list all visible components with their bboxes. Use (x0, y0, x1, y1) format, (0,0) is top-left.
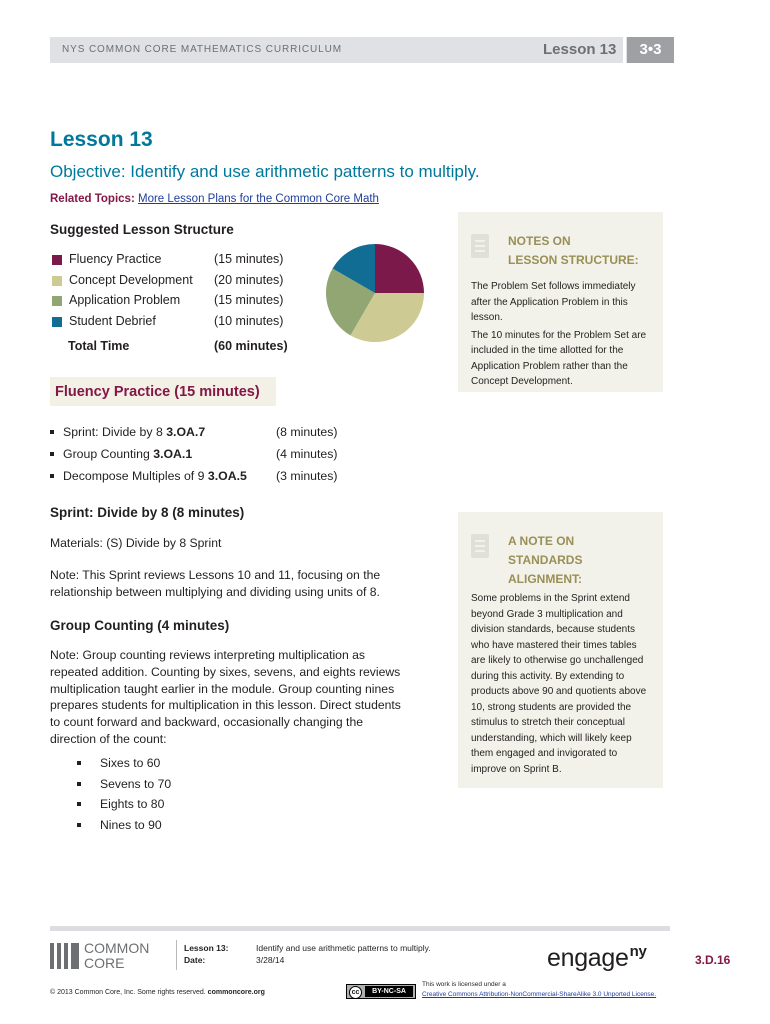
legend-swatch (52, 276, 62, 286)
curriculum-label: NYS COMMON CORE MATHEMATICS CURRICULUM (62, 44, 342, 55)
note-body: Some problems in the Sprint extend beyond Grade 3 multiplication and division standards, because students who have mastered their times tables are likely to otherwise go unchallenged during this activity. By extending to products above 90 and quotients above 10, strong students are provided the stimulus to stretch their conceptual understanding, which will likely keep them engaged and invigorated to improve on Sprint B. (471, 593, 647, 775)
common-core-logo-icon (50, 943, 80, 969)
page-title: Lesson 13 (50, 128, 153, 151)
legend-swatch (52, 317, 62, 327)
footer-divider (176, 940, 177, 970)
group-counting-note: Note: Group counting reviews interpreting multiplication as repeated addition. Counting by sixes, sevens, and eights reviews multiplication taught earlier in the module. Group counting nines prepares students for multiplication in this lesson. Direct students to count forward and backward, occasionally changing the direction of the count: (50, 648, 401, 746)
sprint-materials: Materials: (S) Divide by 8 Sprint (50, 536, 222, 550)
sprint-note: Note: This Sprint reviews Lessons 10 and 11, focusing on the relationship between multiplying and dividing using units of 8. (50, 568, 381, 599)
structure-row-name: Student Debrief (69, 314, 156, 328)
header-lesson: Lesson 13 (543, 41, 617, 58)
notes-lesson-structure (458, 212, 663, 392)
structure-title: Suggested Lesson Structure (50, 222, 234, 237)
lesson-structure-pie-chart (325, 243, 425, 343)
cc-license-badge[interactable]: cc BY-NC-SA (346, 984, 416, 999)
engageny-logo: engage$^{ny}$ (547, 943, 647, 972)
common-core-logo-text: COMMON CORE (84, 940, 150, 971)
structure-row-name: Fluency Practice (69, 252, 162, 266)
note-body: The Problem Set follows immediately after the Application Problem in this lesson. The 10 minutes for the Problem Set are included in the time allotted for the Application Problem rather than the Concept Development. (471, 281, 647, 387)
related-topics (50, 193, 379, 205)
note-icon (471, 234, 489, 258)
structure-row-name: Application Problem (69, 293, 181, 307)
license-link[interactable]: Creative Commons Attribution-NonCommercial-ShareAlike 3.0 Unported License. (422, 991, 657, 998)
note-standards-alignment (458, 512, 663, 788)
structure-row-minutes: (15 minutes) (214, 252, 284, 266)
total-time-label: Total Time (68, 339, 130, 353)
structure-row-minutes: (10 minutes) (214, 314, 284, 328)
structure-row-minutes: (20 minutes) (214, 273, 284, 287)
legend-swatch (52, 255, 62, 265)
header-divider (623, 37, 626, 63)
note-title: A NOTE ON STANDARDS ALIGNMENT: (508, 534, 583, 586)
cc-icon: cc (349, 986, 362, 999)
footer-bar (50, 926, 670, 931)
objective: Objective: Identify and use arithmetic patterns to multiply. (50, 162, 480, 181)
license-text: This work is licensed under a (422, 981, 506, 988)
footer-lesson-label: Lesson 13: (184, 943, 229, 953)
legend-swatch (52, 296, 62, 306)
structure-row-name: Concept Development (69, 273, 193, 287)
page-code: 3.D.16 (695, 953, 731, 967)
structure-row-minutes: (15 minutes) (214, 293, 284, 307)
sprint-title: Sprint: Divide by 8 (8 minutes) (50, 505, 245, 520)
group-counting-title: Group Counting (4 minutes) (50, 618, 230, 633)
copyright: © 2013 Common Core, Inc. Some rights reserved. commoncore.org (50, 989, 265, 996)
pie-slice-fluency-practice (375, 244, 424, 293)
footer-date-label: Date: (184, 955, 206, 965)
footer-date: 3/28/14 (256, 955, 285, 965)
related-topics-label: Related Topics: (50, 193, 135, 205)
footer-objective: Identify and use arithmetic patterns to multiply. (256, 943, 431, 953)
total-time-value: (60 minutes) (214, 339, 288, 353)
note-title: NOTES ON LESSON STRUCTURE: (508, 234, 639, 267)
fluency-title: Fluency Practice (15 minutes) (55, 384, 260, 400)
module-badge: 3•3 (627, 37, 674, 63)
note-icon (471, 534, 489, 558)
related-topics-link[interactable]: More Lesson Plans for the Common Core Math (137, 193, 379, 205)
